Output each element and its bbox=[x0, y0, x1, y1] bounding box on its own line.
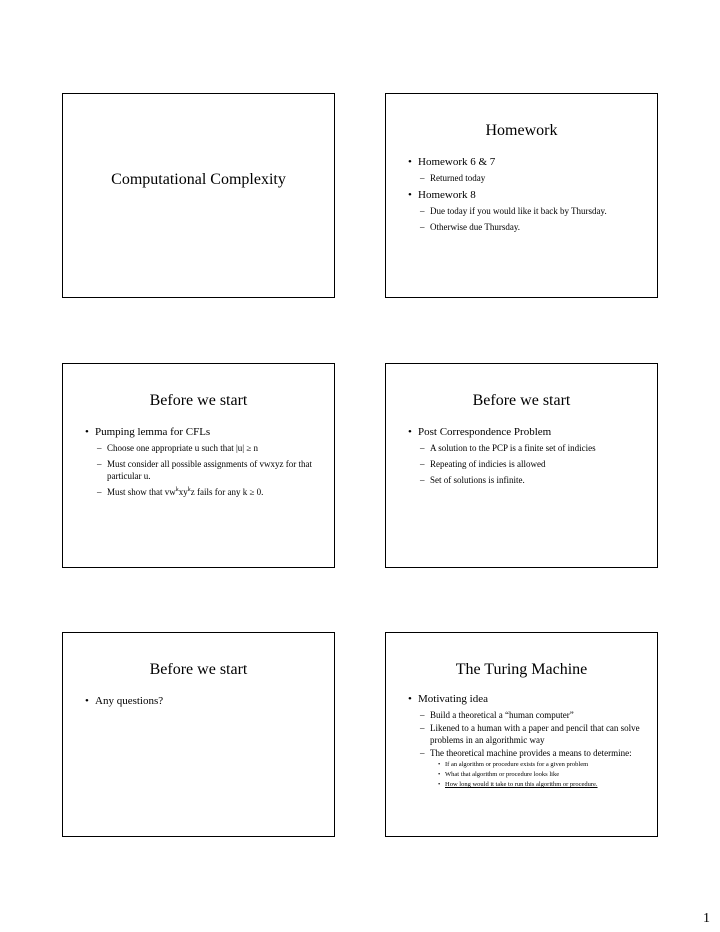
formula-text-pre: Must show that vw bbox=[107, 487, 176, 497]
bullet-item: • Any questions? bbox=[83, 694, 320, 708]
slide-body bbox=[406, 155, 643, 237]
formula-superscript: k bbox=[175, 487, 179, 493]
slide-before-we-start-pcp bbox=[385, 363, 658, 568]
page-number: 1 bbox=[703, 911, 710, 926]
slide-before-we-start-pumping-lemma bbox=[62, 363, 335, 568]
sub-bullet-item: – Returned today bbox=[406, 172, 643, 184]
bullet-item: • Homework 8 bbox=[406, 188, 643, 202]
bullet-item: • Homework 6 & 7 bbox=[406, 155, 643, 169]
sub-sub-bullet-item: • How long would it take to run this algorithm or procedure. bbox=[406, 780, 643, 790]
slide-homework bbox=[385, 93, 658, 298]
slide-before-we-start-questions bbox=[62, 632, 335, 837]
sub-bullet-item bbox=[83, 486, 320, 498]
sub-bullet-item: – Must consider all possible assignments of vwxyz for that particular u. bbox=[83, 458, 320, 482]
slide-title: Before we start bbox=[472, 392, 571, 409]
bullet-item: • Post Correspondence Problem bbox=[406, 425, 643, 439]
sub-sub-bullet-item: • If an algorithm or procedure exists for a given problem bbox=[406, 760, 643, 770]
bullet-item: • Pumping lemma for CFLs bbox=[83, 425, 320, 439]
slide-body bbox=[83, 694, 320, 711]
slide-title: Before we start bbox=[149, 661, 248, 678]
sub-sub-bullet-item: • What that algorithm or procedure looks like bbox=[406, 770, 643, 780]
slide-computational-complexity bbox=[62, 93, 335, 298]
bullet-item: • Motivating idea bbox=[406, 692, 643, 706]
slide-body bbox=[83, 425, 320, 502]
sub-bullet-item: – Repeating of indicies is allowed bbox=[406, 458, 643, 470]
slide-title: Before we start bbox=[149, 392, 248, 409]
slide-title: The Turing Machine bbox=[455, 661, 588, 678]
sub-bullet-item: – Otherwise due Thursday. bbox=[406, 221, 643, 233]
slide-body bbox=[406, 425, 643, 490]
sub-bullet-item: – Choose one appropriate u such that |u| ≥ n bbox=[83, 442, 320, 454]
sub-bullet-item: – Due today if you would like it back by Thursday. bbox=[406, 205, 643, 217]
slide-body bbox=[406, 692, 643, 790]
formula-superscript: k bbox=[187, 487, 191, 493]
sub-bullet-item: – Build a theoretical a “human computer” bbox=[406, 709, 643, 721]
sub-bullet-item: – Set of solutions is infinite. bbox=[406, 474, 643, 486]
formula-text-mid: xy bbox=[178, 487, 188, 497]
slide-title: Homework bbox=[485, 122, 558, 139]
slide-title: Computational Complexity bbox=[111, 171, 286, 188]
sub-bullet-item: – Likened to a human with a paper and pencil that can solve problems in an algorithmic way bbox=[406, 722, 643, 746]
slide-the-turing-machine bbox=[385, 632, 658, 837]
sub-bullet-item: – A solution to the PCP is a finite set of indicies bbox=[406, 442, 643, 454]
sub-bullet-item: – The theoretical machine provides a means to determine: bbox=[406, 747, 643, 759]
formula-text-post: z fails for any k ≥ 0. bbox=[190, 487, 264, 497]
